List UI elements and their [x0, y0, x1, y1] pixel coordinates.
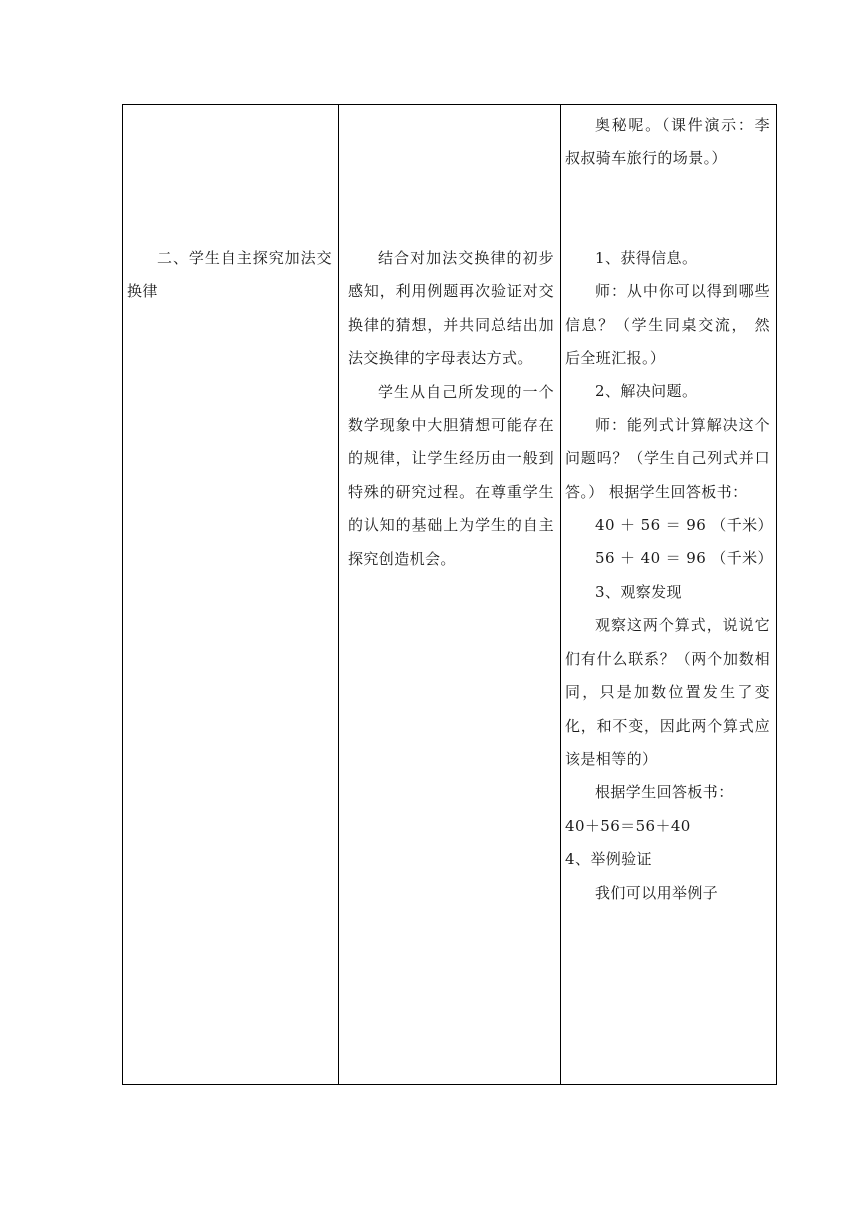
intent-paragraph: 学生从自己所发现的一个数学现象中大胆猜想可能存在的规律，让学生经历由一般到特殊的研究过程。在尊重学生的认知的基础上为学生的自主探究创造机会。 — [348, 382, 554, 568]
process-line: 我们可以用举例子 — [595, 883, 719, 902]
formula-line: 56 ＋ 40 ＝ 96 （千米） — [595, 549, 773, 568]
process-carryover: 奥秘呢。（课件演示：李叔叔骑车旅行的场景。） — [565, 116, 770, 168]
formula-line: 40＋56＝56＋40 — [565, 816, 691, 835]
table-row — [123, 105, 777, 1085]
design-intent-cell — [339, 105, 561, 1085]
intent-paragraph: 结合对加法交换律的初步感知，利用例题再次验证对交换律的猜想，并共同总结出加法交换律的字母表达方式。 — [348, 249, 554, 368]
stage-title: 二、学生自主探究加法交换律 — [127, 249, 332, 301]
stage-cell — [123, 105, 339, 1085]
teaching-process-cell — [561, 105, 777, 1085]
process-line: 2、解决问题。 — [595, 382, 698, 401]
formula-line: 40 ＋ 56 ＝ 96 （千米） — [595, 516, 773, 535]
process-line: 观察这两个算式，说说它们有什么联系？（两个加数相同，只是加数位置发生了变化，和不变，因此两个算式应该是相等的） — [565, 616, 770, 768]
process-line: 师：能列式计算解决这个问题吗？（学生自己列式并口答。） 根据学生回答板书： — [565, 415, 770, 501]
lesson-plan-table — [122, 104, 777, 1085]
process-line: 4、举例验证 — [565, 850, 652, 869]
process-line: 根据学生回答板书： — [595, 783, 734, 802]
process-line: 1、获得信息。 — [595, 248, 698, 267]
process-line: 3、观察发现 — [595, 582, 682, 601]
process-line: 师：从中你可以得到哪些信息？（学生同桌交流， 然后全班汇报。） — [565, 282, 770, 368]
